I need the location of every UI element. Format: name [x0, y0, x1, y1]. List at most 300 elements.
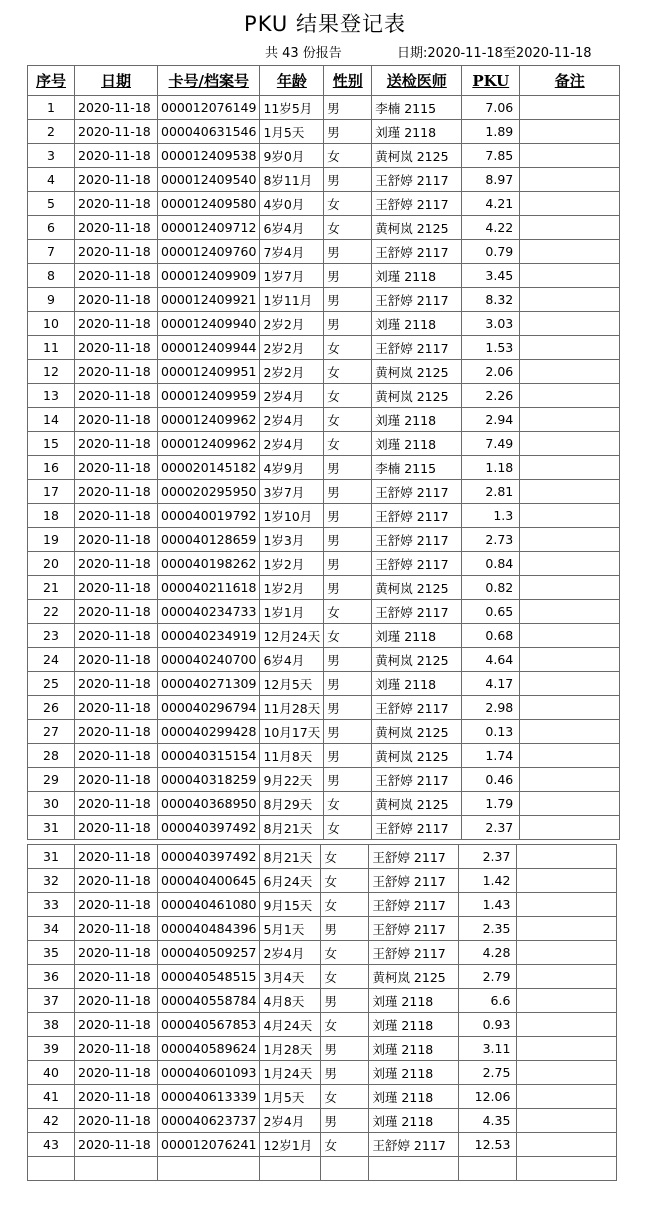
age-cell: 2岁2月 [260, 312, 324, 336]
notes-cell [517, 893, 617, 917]
card-number-cell: 000040299428 [158, 720, 260, 744]
seq-cell: 3 [28, 144, 75, 168]
header-doctor: 送检医师 [372, 66, 462, 96]
card-number-cell [158, 1157, 260, 1181]
notes-cell [520, 648, 620, 672]
table-row [28, 1061, 617, 1085]
pku-cell: 4.17 [462, 672, 520, 696]
seq-cell: 11 [28, 336, 75, 360]
doctor-cell: 王舒婷 2117 [369, 845, 459, 869]
pku-cell: 7.85 [462, 144, 520, 168]
seq-cell: 30 [28, 792, 75, 816]
table-row [28, 696, 620, 720]
age-cell: 8月21天 [260, 845, 321, 869]
seq-cell: 12 [28, 360, 75, 384]
age-cell: 1岁11月 [260, 288, 324, 312]
seq-cell: 16 [28, 456, 75, 480]
card-number-cell: 000040601093 [158, 1061, 260, 1085]
notes-cell [520, 552, 620, 576]
notes-cell [520, 600, 620, 624]
sex-cell: 女 [321, 1085, 369, 1109]
doctor-cell: 刘瑾 2118 [372, 672, 462, 696]
doctor-cell: 黄柯岚 2125 [372, 744, 462, 768]
seq-cell: 13 [28, 384, 75, 408]
card-number-cell: 000040019792 [158, 504, 260, 528]
card-number-cell: 000012409760 [158, 240, 260, 264]
table-row [28, 408, 620, 432]
table-body-page2 [28, 845, 617, 1181]
seq-cell: 6 [28, 216, 75, 240]
table-row [28, 720, 620, 744]
doctor-cell: 王舒婷 2117 [369, 869, 459, 893]
doctor-cell: 王舒婷 2117 [369, 917, 459, 941]
age-cell: 1岁3月 [260, 528, 324, 552]
date-cell: 2020-11-18 [75, 288, 158, 312]
notes-cell [520, 264, 620, 288]
sex-cell: 男 [324, 120, 372, 144]
card-number-cell: 000040397492 [158, 845, 260, 869]
table-row [28, 120, 620, 144]
date-cell: 2020-11-18 [75, 432, 158, 456]
age-cell: 3月4天 [260, 965, 321, 989]
seq-cell: 41 [28, 1085, 75, 1109]
seq-cell: 20 [28, 552, 75, 576]
age-cell: 6岁4月 [260, 216, 324, 240]
notes-cell [520, 360, 620, 384]
doctor-cell: 刘瑾 2118 [369, 1037, 459, 1061]
sex-cell: 男 [324, 504, 372, 528]
seq-cell: 2 [28, 120, 75, 144]
pku-cell: 3.03 [462, 312, 520, 336]
card-number-cell: 000040318259 [158, 768, 260, 792]
date-cell: 2020-11-18 [75, 917, 158, 941]
card-number-cell: 000040558784 [158, 989, 260, 1013]
pku-cell: 1.43 [459, 893, 517, 917]
pku-cell: 2.98 [462, 696, 520, 720]
age-cell: 6月24天 [260, 869, 321, 893]
seq-cell: 18 [28, 504, 75, 528]
age-cell: 8月21天 [260, 816, 324, 840]
date-cell: 2020-11-18 [75, 264, 158, 288]
card-number-cell: 000040548515 [158, 965, 260, 989]
sex-cell: 男 [324, 744, 372, 768]
seq-cell: 5 [28, 192, 75, 216]
card-number-cell: 000012076241 [158, 1133, 260, 1157]
sex-cell: 男 [324, 96, 372, 120]
table-row [28, 360, 620, 384]
seq-cell: 32 [28, 869, 75, 893]
pku-cell: 4.22 [462, 216, 520, 240]
doctor-cell: 李楠 2115 [372, 96, 462, 120]
notes-cell [520, 504, 620, 528]
doctor-cell: 刘瑾 2118 [372, 624, 462, 648]
doctor-cell: 刘瑾 2118 [372, 312, 462, 336]
table-row [28, 941, 617, 965]
notes-cell [520, 456, 620, 480]
notes-cell [520, 528, 620, 552]
table-row [28, 1109, 617, 1133]
date-cell: 2020-11-18 [75, 1133, 158, 1157]
notes-cell [517, 1037, 617, 1061]
date-cell: 2020-11-18 [75, 845, 158, 869]
seq-cell: 35 [28, 941, 75, 965]
doctor-cell: 黄柯岚 2125 [372, 384, 462, 408]
seq-cell: 15 [28, 432, 75, 456]
pku-cell: 3.45 [462, 264, 520, 288]
table-row [28, 624, 620, 648]
date-cell: 2020-11-18 [75, 1109, 158, 1133]
seq-cell: 14 [28, 408, 75, 432]
card-number-cell: 000040240700 [158, 648, 260, 672]
card-number-cell: 000040589624 [158, 1037, 260, 1061]
doctor-cell: 王舒婷 2117 [372, 240, 462, 264]
seq-cell: 21 [28, 576, 75, 600]
date-cell: 2020-11-18 [75, 528, 158, 552]
notes-cell [517, 917, 617, 941]
doctor-cell: 李楠 2115 [372, 456, 462, 480]
notes-cell [520, 432, 620, 456]
sex-cell: 男 [324, 312, 372, 336]
age-cell: 9月15天 [260, 893, 321, 917]
age-cell: 1岁1月 [260, 600, 324, 624]
seq-cell: 37 [28, 989, 75, 1013]
doctor-cell: 黄柯岚 2125 [372, 792, 462, 816]
seq-cell: 31 [28, 845, 75, 869]
age-cell: 3岁7月 [260, 480, 324, 504]
pku-cell: 3.11 [459, 1037, 517, 1061]
age-cell: 7岁4月 [260, 240, 324, 264]
age-cell: 2岁4月 [260, 941, 321, 965]
notes-cell [520, 384, 620, 408]
age-cell: 2岁4月 [260, 408, 324, 432]
seq-cell: 10 [28, 312, 75, 336]
notes-cell [517, 989, 617, 1013]
table-row [28, 144, 620, 168]
age-cell: 1月24天 [260, 1061, 321, 1085]
doctor-cell: 王舒婷 2117 [372, 528, 462, 552]
doctor-cell: 刘瑾 2118 [372, 264, 462, 288]
sex-cell: 男 [321, 989, 369, 1013]
seq-cell: 43 [28, 1133, 75, 1157]
sex-cell: 男 [321, 917, 369, 941]
notes-cell [520, 96, 620, 120]
pku-cell [459, 1157, 517, 1181]
table-row [28, 312, 620, 336]
card-number-cell: 000040198262 [158, 552, 260, 576]
age-cell: 4岁0月 [260, 192, 324, 216]
date-cell: 2020-11-18 [75, 624, 158, 648]
doctor-cell: 黄柯岚 2125 [372, 576, 462, 600]
card-number-cell: 000012409540 [158, 168, 260, 192]
age-cell: 4岁9月 [260, 456, 324, 480]
table-row [28, 1157, 617, 1181]
seq-cell: 9 [28, 288, 75, 312]
table-row [28, 744, 620, 768]
table-row [28, 264, 620, 288]
date-cell: 2020-11-18 [75, 792, 158, 816]
date-cell: 2020-11-18 [75, 144, 158, 168]
sex-cell: 女 [324, 624, 372, 648]
age-cell: 12岁1月 [260, 1133, 321, 1157]
table-row [28, 168, 620, 192]
sex-cell: 男 [324, 576, 372, 600]
table-row [28, 768, 620, 792]
doctor-cell: 王舒婷 2117 [372, 696, 462, 720]
age-cell: 10月17天 [260, 720, 324, 744]
notes-cell [517, 1109, 617, 1133]
notes-cell [520, 624, 620, 648]
table-row [28, 1013, 617, 1037]
sex-cell: 女 [324, 792, 372, 816]
age-cell: 1岁2月 [260, 552, 324, 576]
pku-cell: 12.06 [459, 1085, 517, 1109]
age-cell: 12月24天 [260, 624, 324, 648]
card-number-cell: 000040315154 [158, 744, 260, 768]
doctor-cell: 黄柯岚 2125 [372, 648, 462, 672]
date-cell: 2020-11-18 [75, 869, 158, 893]
seq-cell: 8 [28, 264, 75, 288]
sex-cell: 男 [324, 768, 372, 792]
table-row [28, 96, 620, 120]
sex-cell: 女 [324, 408, 372, 432]
date-cell: 2020-11-18 [75, 384, 158, 408]
age-cell: 4月24天 [260, 1013, 321, 1037]
notes-cell [517, 1085, 617, 1109]
pku-cell: 1.42 [459, 869, 517, 893]
results-table-page2 [27, 844, 617, 1181]
age-cell: 4月8天 [260, 989, 321, 1013]
pku-cell: 0.84 [462, 552, 520, 576]
notes-cell [520, 240, 620, 264]
card-number-cell: 000020295950 [158, 480, 260, 504]
card-number-cell: 000040631546 [158, 120, 260, 144]
card-number-cell: 000040271309 [158, 672, 260, 696]
report-count: 共 43 份报告 [265, 46, 342, 61]
pku-cell: 2.35 [459, 917, 517, 941]
card-number-cell: 000012409951 [158, 360, 260, 384]
table-row [28, 480, 620, 504]
card-number-cell: 000040509257 [158, 941, 260, 965]
date-cell: 2020-11-18 [75, 816, 158, 840]
sex-cell: 男 [324, 672, 372, 696]
card-number-cell: 000012076149 [158, 96, 260, 120]
seq-cell: 28 [28, 744, 75, 768]
card-number-cell: 000012409959 [158, 384, 260, 408]
table-row [28, 240, 620, 264]
card-number-cell: 000040613339 [158, 1085, 260, 1109]
sex-cell: 男 [324, 264, 372, 288]
date-cell: 2020-11-18 [75, 312, 158, 336]
notes-cell [520, 408, 620, 432]
table-row [28, 192, 620, 216]
card-number-cell: 000012409962 [158, 432, 260, 456]
pku-cell: 2.75 [459, 1061, 517, 1085]
sex-cell: 女 [324, 144, 372, 168]
notes-cell [520, 480, 620, 504]
age-cell: 1月5天 [260, 1085, 321, 1109]
card-number-cell: 000040461080 [158, 893, 260, 917]
sex-cell: 女 [324, 384, 372, 408]
table-body-page1 [28, 96, 620, 840]
header-sex: 性别 [324, 66, 372, 96]
doctor-cell: 王舒婷 2117 [372, 192, 462, 216]
pku-cell: 6.6 [459, 989, 517, 1013]
doctor-cell: 王舒婷 2117 [372, 600, 462, 624]
pku-cell: 4.35 [459, 1109, 517, 1133]
doctor-cell: 刘瑾 2118 [369, 1085, 459, 1109]
sex-cell: 女 [324, 432, 372, 456]
date-cell: 2020-11-18 [75, 456, 158, 480]
seq-cell: 17 [28, 480, 75, 504]
table-row [28, 893, 617, 917]
age-cell: 6岁4月 [260, 648, 324, 672]
table-row [28, 869, 617, 893]
date-cell: 2020-11-18 [75, 216, 158, 240]
sex-cell: 女 [321, 1133, 369, 1157]
age-cell: 2岁2月 [260, 336, 324, 360]
date-cell: 2020-11-18 [75, 768, 158, 792]
date-cell: 2020-11-18 [75, 1085, 158, 1109]
table-row [28, 989, 617, 1013]
doctor-cell: 王舒婷 2117 [372, 816, 462, 840]
doctor-cell: 黄柯岚 2125 [372, 360, 462, 384]
age-cell: 11岁5月 [260, 96, 324, 120]
age-cell: 11月8天 [260, 744, 324, 768]
table-row [28, 528, 620, 552]
doctor-cell: 王舒婷 2117 [372, 288, 462, 312]
card-number-cell: 000040400645 [158, 869, 260, 893]
sex-cell: 男 [324, 696, 372, 720]
card-number-cell: 000012409580 [158, 192, 260, 216]
sex-cell: 女 [321, 845, 369, 869]
age-cell: 8岁11月 [260, 168, 324, 192]
card-number-cell: 000012409940 [158, 312, 260, 336]
date-cell: 2020-11-18 [75, 672, 158, 696]
notes-cell [517, 1013, 617, 1037]
notes-cell [520, 576, 620, 600]
sex-cell: 女 [321, 869, 369, 893]
date-cell: 2020-11-18 [75, 1013, 158, 1037]
doctor-cell: 王舒婷 2117 [372, 768, 462, 792]
notes-cell [517, 1157, 617, 1181]
date-cell: 2020-11-18 [75, 1061, 158, 1085]
notes-cell [520, 120, 620, 144]
pku-cell: 8.97 [462, 168, 520, 192]
card-number-cell: 000040368950 [158, 792, 260, 816]
notes-cell [517, 965, 617, 989]
results-table-page1 [27, 65, 620, 840]
card-number-cell: 000040567853 [158, 1013, 260, 1037]
table-row [28, 648, 620, 672]
notes-cell [517, 941, 617, 965]
table-row [28, 288, 620, 312]
notes-cell [520, 144, 620, 168]
date-cell: 2020-11-18 [75, 360, 158, 384]
card-number-cell: 000012409909 [158, 264, 260, 288]
card-number-cell: 000012409538 [158, 144, 260, 168]
seq-cell: 7 [28, 240, 75, 264]
age-cell: 12月5天 [260, 672, 324, 696]
pku-cell: 2.79 [459, 965, 517, 989]
sex-cell: 女 [321, 1013, 369, 1037]
table-row [28, 917, 617, 941]
card-number-cell: 000012409712 [158, 216, 260, 240]
pku-cell: 1.79 [462, 792, 520, 816]
age-cell: 9岁0月 [260, 144, 324, 168]
card-number-cell: 000012409944 [158, 336, 260, 360]
table-row [28, 216, 620, 240]
seq-cell: 31 [28, 816, 75, 840]
sex-cell: 男 [324, 720, 372, 744]
table-row [28, 432, 620, 456]
pku-cell: 1.18 [462, 456, 520, 480]
date-cell: 2020-11-18 [75, 192, 158, 216]
date-cell: 2020-11-18 [75, 989, 158, 1013]
doctor-cell: 王舒婷 2117 [369, 1133, 459, 1157]
sex-cell: 女 [324, 816, 372, 840]
seq-cell: 34 [28, 917, 75, 941]
doctor-cell: 王舒婷 2117 [372, 552, 462, 576]
seq-cell: 26 [28, 696, 75, 720]
notes-cell [520, 168, 620, 192]
doctor-cell: 刘瑾 2118 [369, 1109, 459, 1133]
notes-cell [520, 744, 620, 768]
pku-cell: 0.79 [462, 240, 520, 264]
table-row [28, 384, 620, 408]
doctor-cell: 黄柯岚 2125 [372, 720, 462, 744]
pku-cell: 2.37 [459, 845, 517, 869]
header-card-number: 卡号/档案号 [158, 66, 260, 96]
sex-cell: 男 [324, 528, 372, 552]
doctor-cell: 黄柯岚 2125 [372, 144, 462, 168]
card-number-cell: 000040234733 [158, 600, 260, 624]
date-cell: 2020-11-18 [75, 1037, 158, 1061]
pku-cell: 2.81 [462, 480, 520, 504]
card-number-cell: 000012409962 [158, 408, 260, 432]
doctor-cell: 刘瑾 2118 [372, 120, 462, 144]
card-number-cell: 000040128659 [158, 528, 260, 552]
age-cell: 1岁2月 [260, 576, 324, 600]
notes-cell [520, 768, 620, 792]
sex-cell: 女 [321, 965, 369, 989]
pku-cell: 12.53 [459, 1133, 517, 1157]
age-cell: 8月29天 [260, 792, 324, 816]
header-notes: 备注 [520, 66, 620, 96]
pku-cell: 0.68 [462, 624, 520, 648]
age-cell: 11月28天 [260, 696, 324, 720]
seq-cell [28, 1157, 75, 1181]
age-cell: 2岁2月 [260, 360, 324, 384]
date-cell: 2020-11-18 [75, 600, 158, 624]
pku-cell: 0.93 [459, 1013, 517, 1037]
date-cell: 2020-11-18 [75, 720, 158, 744]
date-cell: 2020-11-18 [75, 504, 158, 528]
sex-cell: 男 [324, 168, 372, 192]
notes-cell [520, 816, 620, 840]
doctor-cell: 刘瑾 2118 [369, 1013, 459, 1037]
card-number-cell: 000040484396 [158, 917, 260, 941]
date-cell [75, 1157, 158, 1181]
pku-cell: 2.26 [462, 384, 520, 408]
report-title: PKU 结果登记表 [244, 12, 406, 36]
notes-cell [520, 288, 620, 312]
seq-cell: 40 [28, 1061, 75, 1085]
age-cell [260, 1157, 321, 1181]
age-cell: 2岁4月 [260, 432, 324, 456]
notes-cell [520, 696, 620, 720]
notes-cell [520, 192, 620, 216]
age-cell: 1岁7月 [260, 264, 324, 288]
